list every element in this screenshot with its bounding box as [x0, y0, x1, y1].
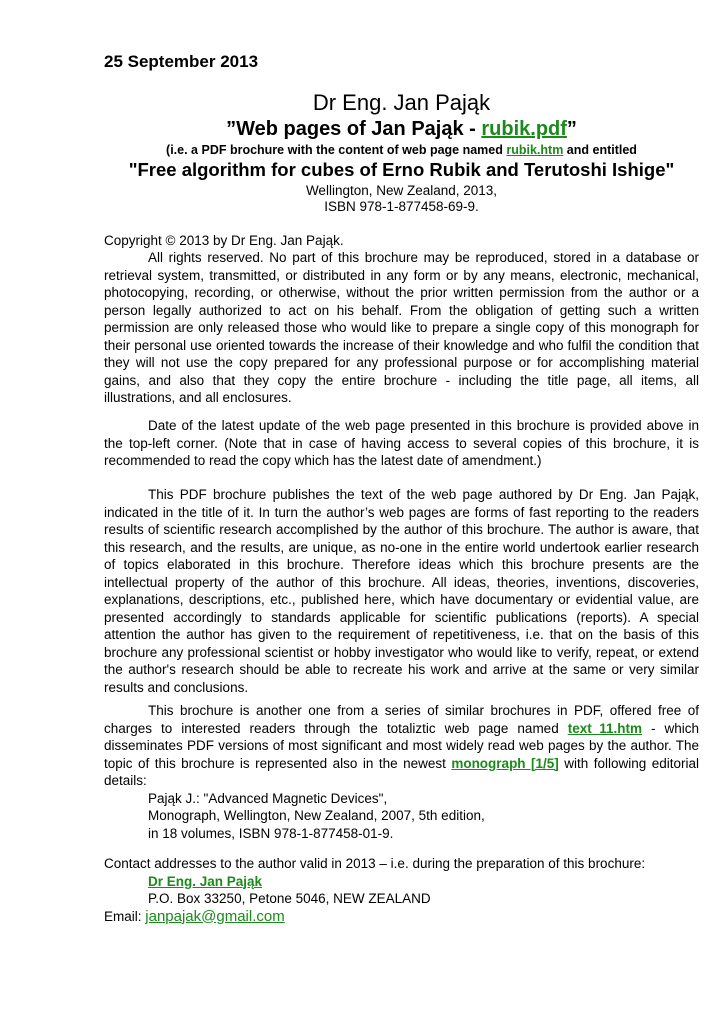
author-name: Dr Eng. Jan Pająk	[312, 90, 491, 115]
contact-name-line	[104, 873, 699, 891]
ie-prefix: (i.e. a PDF brochure with the content of web page named	[166, 143, 507, 157]
contact-intro: Contact addresses to the author valid in 2013 – i.e. during the preparation of this brochure:	[104, 856, 646, 871]
copyright-line: Copyright © 2013 by Dr Eng. Jan Pająk.	[104, 233, 344, 248]
text11-link[interactable]: text_11.htm	[567, 720, 642, 736]
rubik-htm-link[interactable]: rubik.htm	[506, 143, 564, 157]
publication-place: Wellington, New Zealand, 2013,	[305, 183, 498, 198]
ie-note	[104, 143, 699, 157]
series-text-b: - which disseminates PDF versions of most significant and most widely read web pages by the author. The topic of this brochure is represented also in the newest	[104, 720, 700, 771]
contact-name-link[interactable]: Dr Eng. Jan Pająk	[148, 873, 263, 889]
contact-block	[104, 855, 699, 925]
publication-isbn: ISBN 978-1-877458-69-9.	[324, 199, 479, 214]
email-line	[104, 908, 699, 926]
brochure-subtitle	[104, 118, 699, 141]
update-date: 25 September 2013	[104, 52, 259, 71]
email-label: Email:	[104, 908, 146, 924]
reference-line-1: Pająk J.: "Advanced Magnetic Devices",	[148, 790, 388, 806]
reference-line-3: in 18 volumes, ISBN 978-1-877458-01-9.	[148, 825, 394, 841]
subtitle-suffix: ”	[566, 118, 577, 140]
rights-paragraph: All rights reserved. No part of this brochure may be reproduced, stored in a database or retrieval system, transmitted, or distributed in any form or by any means, electronic, mechanical, photocopying, recording, or otherwise, without the prior written permission from the author or a person legally authorized to act on his behalf. From the obligation of getting such a written permission are only released those who would like to prepare a single copy of this monograph for their personal use oriented towards the increase of their knowledge and who fulfil the condition that they will not use the copy prepared for any professional purpose or for accomplishing material gains, and also that they copy the entire brochure - including the title page, all items, all illustrations, and all enclosures.	[104, 250, 699, 405]
series-text-a: This brochure is another one from a series of similar brochures in PDF, offered free of charges to interested readers through the totaliztic web page named	[104, 703, 699, 736]
email-link[interactable]: janpajak@gmail.com	[145, 907, 285, 925]
series-text-c: with following editorial details:	[104, 755, 699, 788]
series-paragraph	[104, 702, 699, 842]
reference-line-2: Monograph, Wellington, New Zealand, 2007, 5th edition,	[148, 808, 485, 823]
full-title: "Free algorithm for cubes of Erno Rubik and Terutoshi Ishige"	[128, 159, 675, 180]
rubik-pdf-link[interactable]: rubik.pdf	[481, 118, 567, 140]
publish-paragraph: This PDF brochure publishes the text of the web page authored by Dr Eng. Jan Pająk, indicated in the title of it. In turn the author’s web pages are forms of fast reporting to the readers results of scientific research accomplished by the author of this brochure. The author is aware, that this research, and the results, are unique, as no-one in the entire world undertook earlier research of topics elaborated in this brochure. Therefore ideas which this brochure presents are the intellectual property of the author of this brochure. All ideas, theories, inventions, discoveries, explanations, descriptions, etc., published here, which have documentary or evidential value, are presented accordingly to standards applicable for scientific publications (reports). A special attention the author has given to the requirement of repetitiveness, i.e. that on the basis of this brochure any professional scientist or hobby investigator who would like to verify, repeat, or extend the author's research should be able to recreate his work and arrive at the same or very similar results and conclusions.	[104, 487, 699, 695]
update-paragraph: Date of the latest update of the web page presented in this brochure is provided above in the top-left corner. (Note that in case of having access to several copies of this brochure, it is recommended to read the copy which has the latest date of amendment.)	[104, 418, 699, 468]
ie-suffix: and entitled	[563, 143, 637, 157]
publication-info	[104, 183, 699, 215]
contact-address: P.O. Box 33250, Petone 5046, NEW ZEALAND	[148, 891, 431, 906]
subtitle-prefix: ”Web pages of Jan Pająk -	[226, 118, 482, 140]
monograph-link[interactable]: monograph [1/5]	[451, 755, 559, 771]
